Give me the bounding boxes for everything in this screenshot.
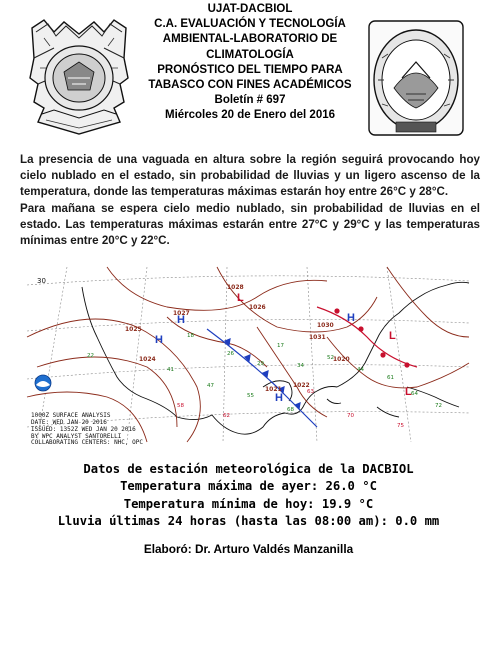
map-caption-line: DATE: WED JAN 20 2016 [31, 419, 107, 426]
svg-text:34: 34 [297, 363, 304, 369]
svg-text:22: 22 [87, 353, 94, 359]
noaa-logo-icon [35, 375, 51, 391]
station-data [0, 461, 497, 531]
map-caption-line: COLLABORATING CENTERS: NHC, OPC [31, 439, 143, 446]
max-temperature: Temperatura máxima de ayer: 26.0 °C [120, 479, 377, 494]
bulletin-date: Miércoles 20 de Enero del 2016 [164, 109, 336, 122]
high-pressure-symbol: H [155, 334, 163, 346]
svg-text:72: 72 [435, 403, 442, 409]
low-pressure-symbol: L [405, 386, 412, 398]
title-line-2: TABASCO CON FINES ACADÉMICOS [148, 79, 352, 92]
pressure-label: 1025 [125, 326, 142, 333]
svg-text:70: 70 [347, 413, 354, 419]
min-temperature: Temperatura mínima de hoy: 19.9 °C [123, 496, 374, 511]
high-pressure-symbol: H [275, 392, 283, 404]
pressure-label: 1027 [173, 310, 190, 317]
map-caption-line: BY WPC ANALYST SANTORELLI [31, 433, 122, 440]
bulletin-header [140, 2, 360, 124]
high-pressure-symbol: H [177, 314, 185, 326]
lab-line: AMBIENTAL-LABORATORIO DE [162, 33, 338, 46]
pressure-label: 1031 [309, 334, 326, 341]
high-pressure-symbol: H [347, 312, 355, 324]
academic-body-line: C.A. EVALUACIÓN Y TECNOLOGÍA [154, 18, 346, 31]
map-caption-line: ISSUED: 1352Z WED JAN 20 2016 [31, 426, 136, 433]
map-caption-line: 1000Z SURFACE ANALYSIS [31, 412, 111, 419]
lab-line-2: CLIMATOLOGÍA [206, 48, 294, 61]
svg-text:18: 18 [187, 333, 194, 339]
pressure-label: 1020 [333, 356, 350, 363]
svg-text:75: 75 [397, 423, 404, 429]
forecast-paragraph-tomorrow: Para mañana se espera cielo medio nublado, sin probabilidad de lluvias en el estado. Las temperaturas máximas estarán entre 27°C y 29°C y las temperaturas mínimas entre 20°C y 22°C. [20, 201, 480, 248]
pressure-label: 1026 [249, 304, 266, 311]
low-pressure-symbol: L [389, 330, 396, 342]
svg-text:41: 41 [167, 367, 174, 373]
svg-text:17: 17 [277, 343, 284, 349]
dacbiol-seal-icon [366, 18, 466, 138]
svg-text:58: 58 [177, 403, 184, 409]
pressure-label: 1021 [265, 386, 282, 393]
forecast-text [20, 152, 480, 249]
svg-text:26: 26 [227, 351, 234, 357]
low-pressure-symbol: L [237, 292, 244, 304]
svg-text:44: 44 [357, 367, 364, 373]
pressure-label: 1024 [139, 356, 156, 363]
svg-text:64: 64 [411, 391, 418, 397]
forecast-paragraph-today: La presencia de una vaguada en altura sobre la región seguirá provocando hoy cielo nublado en el estado, sin probabilidad de lluvias y un ligero ascenso de la temperatura, donde las temperaturas máximas estarán hoy entre 26°C y 28°C. [20, 153, 480, 199]
pressure-label: 1022 [293, 382, 310, 389]
title-line: PRONÓSTICO DEL TIEMPO PARA [157, 63, 343, 76]
svg-text:63: 63 [307, 389, 314, 395]
station-title: Datos de estación meteorológica de la DACBIOL [83, 462, 414, 476]
svg-text:62: 62 [223, 413, 230, 419]
svg-text:52: 52 [327, 355, 334, 361]
pressure-label: 1030 [317, 322, 334, 329]
svg-text:47: 47 [207, 383, 214, 389]
svg-text:55: 55 [247, 393, 254, 399]
author-credit: Elaboró: Dr. Arturo Valdés Manzanilla [143, 542, 354, 556]
latitude-label: 30 [37, 277, 46, 285]
bulletin-number: Boletín # 697 [214, 94, 286, 107]
svg-text:68: 68 [287, 407, 294, 413]
svg-text:61: 61 [387, 375, 394, 381]
ujat-seal-icon [24, 18, 134, 136]
svg-text:29: 29 [257, 361, 264, 367]
institution-line: UJAT-DACBIOL [207, 3, 293, 15]
pressure-label: 1028 [227, 284, 244, 291]
surface-analysis-map [27, 267, 469, 446]
rainfall: Lluvia últimas 24 horas (hasta las 08:00 am): 0.0 mm [57, 514, 440, 529]
